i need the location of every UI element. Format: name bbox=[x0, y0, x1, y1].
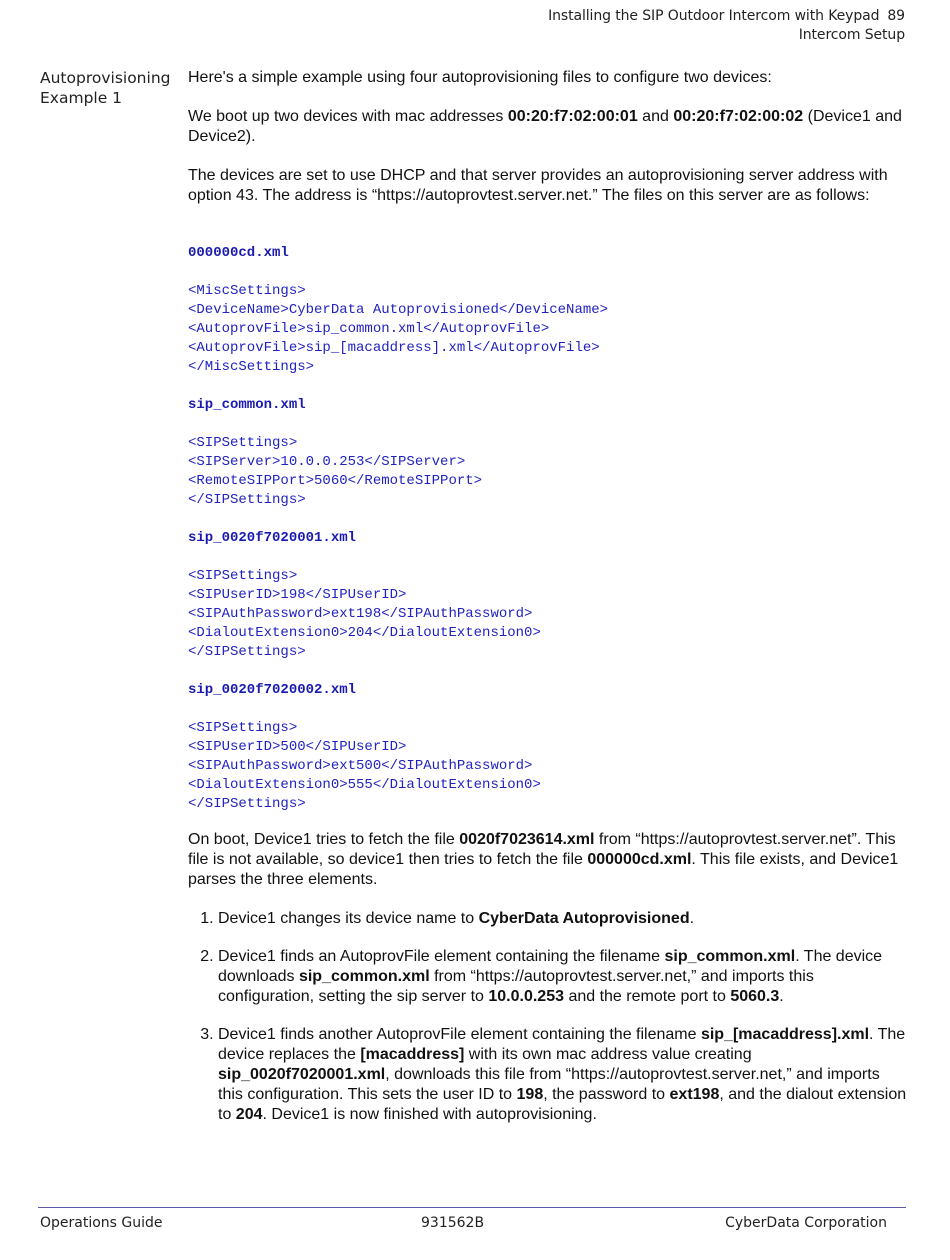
xml-code-block bbox=[188, 282, 908, 377]
bold-text: sip_common.xml bbox=[298, 968, 430, 985]
xml-file bbox=[188, 681, 908, 814]
code-line: <SIPSettings> bbox=[188, 720, 298, 736]
xml-file bbox=[188, 529, 908, 662]
code-line: </SIPSettings> bbox=[188, 492, 306, 508]
xml-file-name: sip_0020f7020001.xml bbox=[188, 530, 357, 546]
text-run: (Device1 and Device2). bbox=[188, 108, 902, 145]
text-run: and the remote port to bbox=[564, 988, 731, 1005]
header-line-1 bbox=[548, 7, 905, 26]
xml-file bbox=[188, 396, 908, 510]
xml-file-name: sip_common.xml bbox=[188, 397, 306, 413]
bold-text: [macaddress] bbox=[360, 1046, 465, 1063]
footer-divider bbox=[38, 1207, 906, 1208]
code-line: </MiscSettings> bbox=[188, 359, 315, 375]
code-line: <DialoutExtension0>555</DialoutExtension0> bbox=[188, 777, 541, 793]
code-line: <MiscSettings> bbox=[188, 283, 306, 299]
xml-code-block bbox=[188, 567, 908, 662]
text-run: . The device replaces the bbox=[218, 1026, 906, 1063]
code-line: </SIPSettings> bbox=[188, 644, 306, 660]
code-line: </SIPSettings> bbox=[188, 796, 306, 812]
text-run: with its own mac address value creating bbox=[464, 1046, 752, 1063]
xml-code-block bbox=[188, 719, 908, 814]
bold-text: 5060.3 bbox=[730, 988, 780, 1005]
bold-text: 10.0.0.253 bbox=[488, 988, 564, 1005]
mac-address-device2: 00:20:f7:02:00:02 bbox=[673, 108, 804, 125]
code-line: <SIPSettings> bbox=[188, 568, 298, 584]
list-item bbox=[218, 909, 908, 929]
text-run: . bbox=[779, 988, 784, 1005]
header-section-title: Intercom Setup bbox=[798, 27, 905, 43]
list-item bbox=[218, 1025, 908, 1125]
code-line: <RemoteSIPPort>5060</RemoteSIPPort> bbox=[188, 473, 483, 489]
text-run: . This file exists, and Device1 parses the three elements. bbox=[188, 851, 899, 888]
running-header bbox=[548, 7, 905, 45]
xml-file-name: sip_0020f7020002.xml bbox=[188, 682, 357, 698]
main-content bbox=[188, 68, 908, 1143]
text-run: and bbox=[637, 108, 674, 125]
text-run: On boot, Device1 tries to fetch the file bbox=[188, 831, 460, 848]
bold-text: sip_common.xml bbox=[664, 948, 796, 965]
bold-text: 204 bbox=[235, 1106, 263, 1123]
code-line: <SIPAuthPassword>ext198</SIPAuthPassword> bbox=[188, 606, 533, 622]
bold-text: ext198 bbox=[669, 1086, 720, 1103]
steps-list bbox=[188, 909, 908, 1125]
bold-filename: 000000cd.xml bbox=[587, 851, 692, 868]
text-run: Device1 finds an AutoprovFile element containing the filename bbox=[218, 948, 665, 965]
intro-paragraph: Here's a simple example using four autoprovisioning files to configure two devices: bbox=[188, 69, 772, 86]
section-heading bbox=[40, 68, 180, 108]
section-heading-line-2: Example 1 bbox=[40, 89, 123, 107]
text-run: . The device downloads bbox=[218, 948, 883, 985]
text-run: Device1 changes its device name to bbox=[218, 910, 479, 927]
xml-code-block bbox=[188, 434, 908, 510]
bold-filename: 0020f7023614.xml bbox=[459, 831, 595, 848]
header-chapter-title: Installing the SIP Outdoor Intercom with Keypad bbox=[548, 8, 880, 24]
code-line: <SIPServer>10.0.0.253</SIPServer> bbox=[188, 454, 466, 470]
footer-guide-title: Operations Guide bbox=[40, 1215, 163, 1231]
mac-address-device1: 00:20:f7:02:00:01 bbox=[507, 108, 638, 125]
code-line: <SIPSettings> bbox=[188, 435, 298, 451]
text-run: . Device1 is now finished with autoprovisioning. bbox=[262, 1106, 597, 1123]
xml-file-name: 000000cd.xml bbox=[188, 245, 289, 261]
text-run: Device1 finds another AutoprovFile element containing the filename bbox=[218, 1026, 701, 1043]
footer-document-number: 931562B bbox=[421, 1215, 485, 1231]
text-run: , the password to bbox=[543, 1086, 670, 1103]
code-line: <AutoprovFile>sip_common.xml</AutoprovFile> bbox=[188, 321, 550, 337]
text-run: , and the dialout extension to bbox=[218, 1086, 907, 1123]
code-line: <DeviceName>CyberData Autoprovisioned</DeviceName> bbox=[188, 302, 609, 318]
mac-address-paragraph bbox=[188, 107, 908, 147]
list-item bbox=[218, 947, 908, 1007]
code-line: <DialoutExtension0>204</DialoutExtension0> bbox=[188, 625, 541, 641]
page-number: 89 bbox=[887, 8, 905, 24]
section-heading-line-1: Autoprovisioning bbox=[40, 69, 171, 87]
dhcp-paragraph: The devices are set to use DHCP and that server provides an autoprovisioning server address with option 43. The address is “https://autoprovtest.server.net.” The files on this server are as follows: bbox=[188, 167, 888, 204]
code-line: <AutoprovFile>sip_[macaddress].xml</AutoprovFile> bbox=[188, 340, 600, 356]
text-run: from “https://autoprovtest.server.net”. This file is not available, so device1 then tries to fetch the file bbox=[188, 831, 896, 868]
text-run: , downloads this file from “https://autoprovtest.server.net,” and imports this configuration. This sets the user ID to bbox=[218, 1066, 880, 1103]
code-line: <SIPAuthPassword>ext500</SIPAuthPassword> bbox=[188, 758, 533, 774]
footer-company: CyberData Corporation bbox=[725, 1215, 887, 1231]
bold-text: 198 bbox=[516, 1086, 544, 1103]
bold-text: sip_0020f7020001.xml bbox=[218, 1066, 386, 1083]
code-line: <SIPUserID>500</SIPUserID> bbox=[188, 739, 407, 755]
bold-text: CyberData Autoprovisioned bbox=[478, 910, 690, 927]
code-line: <SIPUserID>198</SIPUserID> bbox=[188, 587, 407, 603]
bold-text: sip_[macaddress].xml bbox=[700, 1026, 870, 1043]
text-run: from “https://autoprovtest.server.net,” and imports this configuration, setting the sip server to bbox=[218, 968, 814, 1005]
xml-file-listing bbox=[188, 244, 908, 814]
text-run: We boot up two devices with mac addresses bbox=[188, 108, 508, 125]
text-run: . bbox=[689, 910, 695, 927]
boot-paragraph bbox=[188, 830, 908, 890]
spacer bbox=[188, 225, 908, 244]
xml-file bbox=[188, 244, 908, 377]
